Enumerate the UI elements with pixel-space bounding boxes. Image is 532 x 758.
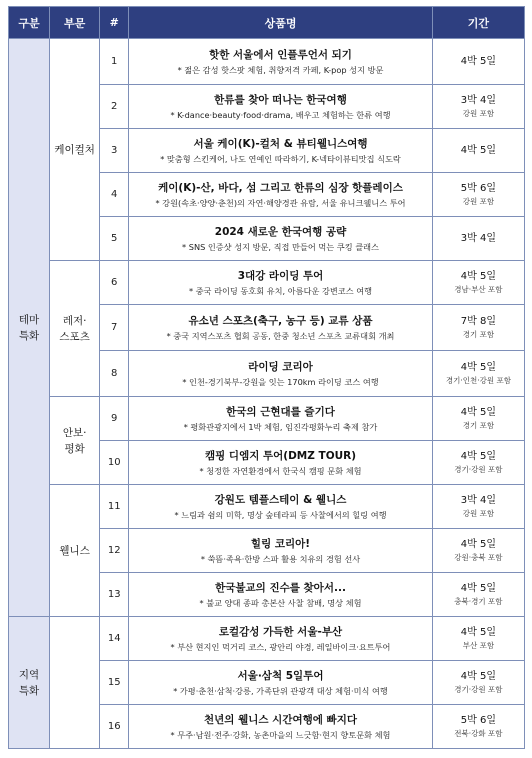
row-number: 16: [100, 705, 129, 749]
product-title: 3대강 라이딩 투어: [237, 269, 324, 282]
period-cell: [432, 217, 524, 261]
product-description: * 맞춤형 스킨케어, 나도 연예인 따라하기, K-넥타이뷰티맛집 식도락: [160, 153, 401, 164]
row-number: 10: [100, 441, 129, 485]
product-title: 서울·삼척 5일투어: [237, 669, 324, 682]
period-duration: 5박 6일: [460, 715, 497, 726]
category-label-line: 테마: [18, 313, 40, 326]
product-title: 캠핑 디엠지 투어(DMZ TOUR): [204, 449, 357, 462]
period-region: 경기·강원 포함: [454, 465, 503, 474]
category-cell: [9, 617, 50, 749]
product-description: * K-dance·beauty·food·drama, 배우고 체험하는 한류 여행: [170, 109, 391, 120]
product-cell: [129, 261, 433, 305]
period-cell: [432, 529, 524, 573]
product-description: * 청정한 자연환경에서 한국식 캠핑 문화 체험: [199, 465, 362, 476]
product-cell: [129, 351, 433, 397]
section-label-line: 스포츠: [59, 330, 90, 343]
product-description: * 중국 라이딩 동호회 유치, 아름다운 강변코스 여행: [188, 285, 373, 296]
table-row: [9, 39, 525, 85]
product-description: * 쑥뜸·족욕·한방 스파 활용 치유의 경험 선사: [200, 553, 361, 564]
table-row: [9, 397, 525, 441]
period-duration: 3박 4일: [460, 495, 497, 506]
product-title: 천년의 웰니스 시간여행에 빠지다: [204, 713, 357, 726]
product-description: * 가평·춘천·삼척·강릉, 가족단위 관광객 대상 체험·미식 여행: [173, 685, 388, 696]
period-region: 부산 포함: [462, 641, 495, 650]
period-region: 강원 포함: [462, 509, 495, 518]
row-number: 14: [100, 617, 129, 661]
section-cell: [50, 485, 100, 617]
period-cell: [432, 661, 524, 705]
product-cell: [129, 441, 433, 485]
row-number: 9: [100, 397, 129, 441]
row-number: 13: [100, 573, 129, 617]
table-row: [9, 617, 525, 661]
period-region: 충북·경기 포함: [454, 597, 503, 606]
product-cell: [129, 705, 433, 749]
section-label-line: 안보·: [62, 426, 87, 439]
row-number: 1: [100, 39, 129, 85]
period-cell: [432, 573, 524, 617]
row-number: 2: [100, 85, 129, 129]
row-number: 3: [100, 129, 129, 173]
category-label-line: 특화: [18, 684, 40, 697]
product-description: * 불교 양대 종파 총본산 사찰 참배, 명상 체험: [199, 597, 362, 608]
product-title: 케이(K)-산, 바다, 섬 그리고 한류의 심장 핫플레이스: [158, 181, 403, 194]
period-duration: 4박 5일: [460, 583, 497, 594]
product-title: 핫한 서울에서 인플루언서 되기: [209, 48, 352, 61]
category-label-line: 특화: [18, 329, 40, 342]
product-description: * 느림과 쉼의 미학, 명상 숲테라피 등 사찰에서의 힐링 여행: [174, 509, 387, 520]
product-title: 한국의 근현대를 즐기다: [226, 405, 335, 418]
period-duration: 4박 5일: [460, 627, 497, 638]
product-description: * SNS 인증샷 성지 방문, 직접 만들어 먹는 쿠킹 클래스: [182, 241, 379, 252]
product-cell: [129, 397, 433, 441]
header-product-name: 상품명: [129, 7, 433, 39]
category-cell: [9, 39, 50, 617]
product-cell: [129, 129, 433, 173]
period-cell: [432, 39, 524, 85]
product-description: * 중국 지역스포츠 협회 공동, 한중 청소년 스포츠 교류대회 개최: [166, 330, 395, 341]
product-cell: [129, 661, 433, 705]
section-label-line: 평화: [64, 442, 85, 455]
table-row: [9, 485, 525, 529]
product-description: * 평화관광지에서 1박 체험, 임진각평화누리 축제 참가: [183, 421, 378, 432]
product-description: * 부산 현지인 먹거리 코스, 광안리 야경, 레일바이크·요트투어: [170, 641, 391, 652]
product-title: 서울 케이(K)-컬처 & 뷰티웰니스여행: [193, 137, 368, 150]
product-cell: [129, 85, 433, 129]
header-category: 구분: [9, 7, 50, 39]
product-title: 힐링 코리아!: [250, 537, 311, 550]
product-cell: [129, 529, 433, 573]
product-table: [8, 6, 525, 749]
period-duration: 5박 6일: [460, 183, 497, 194]
row-number: 15: [100, 661, 129, 705]
header-period: 기간: [432, 7, 524, 39]
header-row: [9, 7, 525, 39]
period-cell: [432, 705, 524, 749]
header-number: #: [100, 7, 129, 39]
section-cell: [50, 617, 100, 749]
period-cell: [432, 617, 524, 661]
period-duration: 4박 5일: [460, 539, 497, 550]
period-region: 강원 포함: [462, 109, 495, 118]
product-description: * 인천-경기북부-강원을 잇는 170km 라이딩 코스 여행: [182, 376, 379, 387]
period-duration: 3박 4일: [460, 232, 497, 244]
product-title: 한류를 찾아 떠나는 한국여행: [214, 93, 347, 106]
period-region: 강원·충북 포함: [454, 553, 503, 562]
section-cell: [50, 261, 100, 397]
period-region: 경기 포함: [462, 330, 495, 339]
row-number: 8: [100, 351, 129, 397]
row-number: 11: [100, 485, 129, 529]
period-region: 전북·강화 포함: [454, 729, 503, 738]
period-cell: [432, 173, 524, 217]
product-description: * 무주·남원·전주·강화, 농촌마을의 느긋함·현지 향토문화 체험: [170, 729, 391, 740]
section-cell: [50, 39, 100, 261]
period-duration: 4박 5일: [460, 144, 497, 156]
row-number: 7: [100, 305, 129, 351]
period-duration: 4박 5일: [460, 271, 497, 282]
product-title: 로컬감성 가득한 서울-부산: [218, 625, 343, 638]
period-duration: 3박 4일: [460, 95, 497, 106]
product-title: 2024 새로운 한국여행 공략: [214, 225, 347, 238]
period-cell: [432, 85, 524, 129]
period-region: 경기 포함: [462, 421, 495, 430]
product-cell: [129, 217, 433, 261]
product-cell: [129, 485, 433, 529]
section-cell: [50, 397, 100, 485]
period-duration: 4박 5일: [460, 451, 497, 462]
period-cell: [432, 261, 524, 305]
row-number: 4: [100, 173, 129, 217]
row-number: 6: [100, 261, 129, 305]
period-duration: 4박 5일: [460, 671, 497, 682]
period-duration: 7박 8일: [460, 316, 497, 327]
period-region: 강원 포함: [462, 197, 495, 206]
section-label-line: 케이컬처: [54, 143, 95, 156]
table-row: [9, 261, 525, 305]
product-cell: [129, 305, 433, 351]
period-cell: [432, 397, 524, 441]
section-label-line: 레저·: [62, 314, 87, 327]
product-cell: [129, 573, 433, 617]
product-description: * 젊은 감성 핫스팟 체험, 취향저격 카페, K-pop 성지 방문: [177, 64, 384, 75]
category-label-line: 지역: [18, 668, 40, 681]
product-title: 유소년 스포츠(축구, 농구 등) 교류 상품: [188, 314, 373, 327]
period-cell: [432, 129, 524, 173]
period-duration: 4박 5일: [460, 362, 497, 373]
row-number: 12: [100, 529, 129, 573]
period-cell: [432, 305, 524, 351]
period-region: 경기·인천·강원 포함: [445, 376, 511, 385]
product-title: 강원도 템플스테이 & 웰니스: [214, 493, 347, 506]
period-cell: [432, 351, 524, 397]
section-label-line: 웰니스: [59, 544, 90, 557]
period-cell: [432, 485, 524, 529]
period-region: 경남·부산 포함: [454, 285, 503, 294]
period-duration: 4박 5일: [460, 407, 497, 418]
product-cell: [129, 173, 433, 217]
period-duration: 4박 5일: [460, 55, 497, 67]
period-cell: [432, 441, 524, 485]
product-cell: [129, 39, 433, 85]
row-number: 5: [100, 217, 129, 261]
product-title: 라이딩 코리아: [248, 360, 313, 373]
product-title: 한국불교의 진수를 찾아서...: [215, 581, 346, 594]
header-section: 부문: [50, 7, 100, 39]
product-cell: [129, 617, 433, 661]
period-region: 경기·강원 포함: [454, 685, 503, 694]
product-description: * 강원(속초·양양·춘천)의 자연·해양경관 유람, 서울 유니크웰니스 투어: [155, 197, 406, 208]
